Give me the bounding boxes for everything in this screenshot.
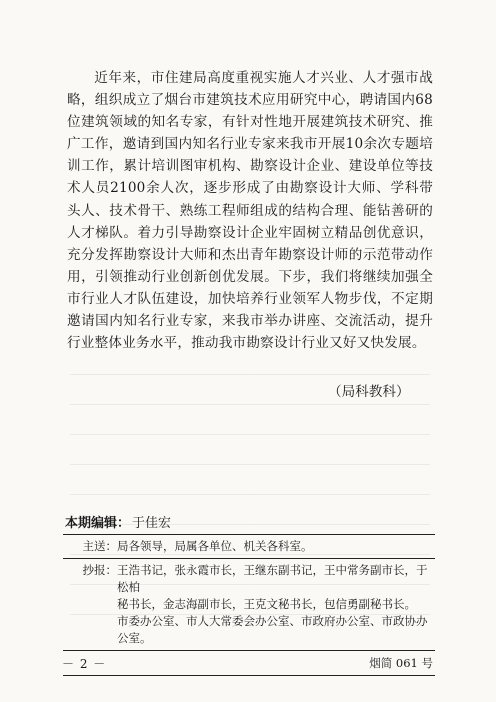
divider-bottom bbox=[63, 675, 435, 676]
send-label: 主送： bbox=[82, 539, 117, 553]
editor-label: 本期编辑： bbox=[65, 516, 131, 531]
report-recipients-line1: 王浩书记，张永霞市长，王继东副书记，王中常务副市长，于松柏 bbox=[117, 563, 428, 594]
page-number: － 2 － bbox=[62, 657, 107, 671]
distribution-footer bbox=[63, 514, 435, 676]
report-label: 抄报： bbox=[82, 563, 117, 577]
send-row bbox=[63, 538, 435, 555]
signature: （局科教科） bbox=[328, 384, 410, 400]
send-block bbox=[63, 535, 435, 558]
issue-number: 烟简 061 号 bbox=[369, 656, 433, 670]
editor-line bbox=[63, 514, 435, 534]
report-row bbox=[63, 562, 435, 596]
editor-name: 于佳宏 bbox=[132, 516, 172, 531]
body-paragraph: 近年来，市住建局高度重视实施人才兴业、人才强市战略，组织成立了烟台市建筑技术应用研究中心，聘请国内68位建筑领域的知名专家，有针对性地开展建筑技术研究、推广工作，邀请到国内知名行业专家来我市开展10余次专题培训工作，累计培训图审机构、勘察设计企业、建设单位等技术人员2100余人次，逐步形成了由勘察设计大师、学科带头人、技术骨干、熟练工程师组成的结构合理、能钻善研的人才梯队。着力引导勘察设计企业牢固树立精品创优意识，充分发挥勘察设计大师和杰出青年勘察设计师的示范带动作用，引领推动行业创新创优发展。下步，我们将继续加强全市行业人才队伍建设，加快培养行业领军人物步伐，不定期邀请国内知名行业专家，来我市举办讲座、交流活动，提升行业整体业务水平，推动我市勘察设计行业又好又快发展。 bbox=[67, 70, 433, 352]
cc-offices: 市委办公室、市人大常委会办公室、市政府办公室、市政协办公室。 bbox=[117, 614, 428, 645]
send-recipients: 局各领导，局属各单位、机关各科室。 bbox=[117, 539, 313, 553]
report-recipients-line2: 秘书长，金志海副市长，王克文秘书长，包信勇副秘书长。 bbox=[117, 597, 416, 611]
report-block bbox=[63, 559, 435, 650]
